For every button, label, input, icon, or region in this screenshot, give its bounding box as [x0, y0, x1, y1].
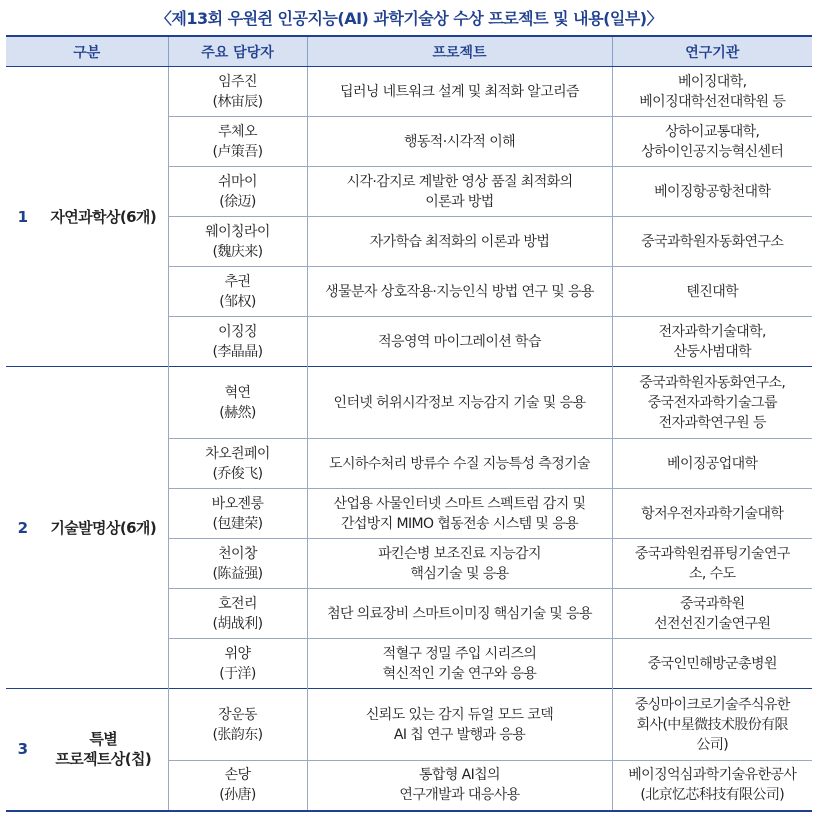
project-cell — [307, 539, 612, 589]
person-line: (张韵东) — [212, 726, 263, 743]
person-line: 웨이칭라이 — [205, 223, 270, 240]
institution-line: 회사(中星微技术股份有限 — [636, 716, 788, 733]
project-line: 자가학습 최적화의 이론과 방법 — [369, 233, 550, 250]
institution-line: 중국과학원자동화연구소 — [641, 233, 784, 250]
institution-cell — [612, 167, 812, 217]
person-line: (陈益强) — [212, 565, 263, 582]
institution-cell — [612, 439, 812, 489]
institution-cell — [612, 267, 812, 317]
person-line: 장운동 — [218, 706, 257, 723]
project-line: 핵심기술 및 응용 — [410, 565, 509, 582]
group-number: 1 — [6, 67, 39, 367]
table-body — [6, 67, 812, 811]
person-cell — [168, 539, 307, 589]
institution-cell — [612, 639, 812, 689]
person-line: (林宙辰) — [212, 93, 263, 110]
project-line: 산업용 사물인터넷 스마트 스펙트럼 감지 및 — [333, 495, 586, 512]
header-category: 구분 — [6, 36, 168, 67]
institution-cell — [612, 67, 812, 117]
institution-line: 전자과학기술대학, — [658, 323, 766, 340]
header-person: 주요 담당자 — [168, 36, 307, 67]
person-line: 임주진 — [218, 73, 257, 90]
project-cell — [307, 589, 612, 639]
institution-line: 중국인민해방군총병원 — [647, 655, 777, 672]
person-cell — [168, 317, 307, 367]
project-line: 생물분자 상호작용·지능인식 방법 연구 및 응용 — [325, 283, 594, 300]
header-project: 프로젝트 — [307, 36, 612, 67]
institution-line: 상하이교통대학, — [665, 123, 760, 140]
institution-line: 전자과학연구원 등 — [658, 414, 766, 431]
person-cell — [168, 367, 307, 439]
person-line: 이징징 — [218, 323, 257, 340]
project-line: 신뢰도 있는 감지 듀얼 모드 코덱 — [365, 706, 554, 723]
person-line: 혁연 — [224, 384, 251, 401]
project-line: 간섭방지 MIMO 협동전송 시스템 및 응용 — [340, 515, 579, 532]
project-line: 통합형 AI칩의 — [419, 767, 500, 784]
project-cell — [307, 317, 612, 367]
person-line: 위양 — [224, 645, 251, 662]
table-row — [6, 67, 812, 117]
header-institution: 연구기관 — [612, 36, 812, 67]
institution-line: 중국과학원컴퓨팅기술연구 — [634, 545, 790, 562]
project-line: 첨단 의료장비 스마트이미징 핵심기술 및 응용 — [327, 605, 592, 622]
person-line: 바오젠룽 — [211, 495, 264, 512]
person-line: 천이창 — [218, 545, 257, 562]
project-line: 이론과 방법 — [425, 193, 494, 210]
project-line: 시각·감지로 계발한 영상 품질 최적화의 — [346, 173, 573, 190]
group-category — [39, 689, 168, 811]
institution-line: 중국과학원자동화연구소, — [639, 374, 786, 391]
institution-cell — [612, 367, 812, 439]
group-number: 2 — [6, 367, 39, 689]
person-cell — [168, 589, 307, 639]
institution-line: 산둥사범대학 — [673, 343, 752, 360]
person-cell — [168, 489, 307, 539]
project-cell — [307, 639, 612, 689]
project-cell — [307, 67, 612, 117]
institution-line: 항저우전자과학기술대학 — [641, 505, 784, 522]
person-cell — [168, 639, 307, 689]
person-line: (徐迈) — [219, 193, 256, 210]
project-line: 파킨슨병 보조진료 지능감지 — [378, 545, 541, 562]
person-line: (卢策吾) — [212, 143, 263, 160]
institution-line: 중싱마이크로기술주식유한 — [634, 696, 790, 713]
group-number: 3 — [6, 689, 39, 811]
table-row — [6, 689, 812, 761]
person-line: (赫然) — [219, 404, 256, 421]
person-line: 루체오 — [218, 123, 257, 140]
institution-cell — [612, 689, 812, 761]
project-cell — [307, 167, 612, 217]
person-line: 차오쥔페이 — [205, 445, 270, 462]
person-cell — [168, 167, 307, 217]
institution-line: 베이징공업대학 — [667, 455, 758, 472]
person-line: (邹权) — [219, 293, 256, 310]
project-line: 딥러닝 네트워크 설계 및 최적화 알고리즘 — [340, 83, 579, 100]
project-line: 연구개발과 대응사용 — [399, 787, 520, 804]
institution-cell — [612, 761, 812, 811]
person-line: (包建荣) — [212, 515, 263, 532]
institution-cell — [612, 489, 812, 539]
person-cell — [168, 217, 307, 267]
institution-cell — [612, 217, 812, 267]
group-category — [39, 67, 168, 367]
institution-cell — [612, 589, 812, 639]
project-line: 적혈구 정밀 주입 시리즈의 — [382, 645, 537, 662]
table-title: 〈제13회 우원쥔 인공지능(AI) 과학기술상 수상 프로젝트 및 내용(일부)〉 — [155, 8, 663, 28]
person-cell — [168, 267, 307, 317]
person-cell — [168, 439, 307, 489]
person-line: 추권 — [224, 273, 251, 290]
project-line: 행동적·시각적 이해 — [403, 133, 516, 150]
person-line: 호전리 — [218, 595, 257, 612]
project-cell — [307, 761, 612, 811]
project-cell — [307, 217, 612, 267]
institution-line: 베이징항공항천대학 — [654, 183, 771, 200]
project-line: 혁신적인 기술 연구와 응용 — [382, 665, 537, 682]
institution-line: 상하이인공지능혁신센터 — [641, 143, 784, 160]
award-table — [6, 35, 812, 812]
person-line: (李晶晶) — [212, 343, 263, 360]
person-line: (于洋) — [219, 665, 256, 682]
institution-line: 선전선진기술연구원 — [654, 615, 771, 632]
header-row — [6, 36, 812, 67]
category-line: 프로젝트상(칩) — [55, 750, 152, 769]
person-line: 손당 — [224, 767, 251, 784]
institution-line: (北京忆芯科技有限公司) — [640, 787, 785, 804]
institution-line: 중국과학원 — [679, 595, 745, 612]
institution-cell — [612, 117, 812, 167]
table-row — [6, 367, 812, 439]
project-line: 적응영역 마이그레이션 학습 — [378, 333, 541, 350]
project-cell — [307, 267, 612, 317]
person-cell — [168, 67, 307, 117]
institution-line: 베이징대학선전대학원 등 — [639, 93, 786, 110]
person-cell — [168, 689, 307, 761]
person-line: 쉬마이 — [218, 173, 257, 190]
person-line: (孙唐) — [219, 787, 256, 804]
person-line: (胡战利) — [212, 615, 263, 632]
institution-line: 公司) — [696, 736, 729, 753]
category-line: 기술발명상(6개) — [50, 518, 157, 537]
project-cell — [307, 367, 612, 439]
project-cell — [307, 689, 612, 761]
person-line: (魏庆来) — [212, 243, 263, 260]
person-line: (乔俊飞) — [212, 465, 263, 482]
category-line: 자연과학상(6개) — [50, 207, 157, 226]
project-cell — [307, 117, 612, 167]
institution-cell — [612, 539, 812, 589]
institution-line: 톈진대학 — [686, 283, 739, 300]
group-category — [39, 367, 168, 689]
category-line: 특별 — [89, 730, 118, 749]
project-line: 도시하수처리 방류수 수질 지능특성 측정기술 — [329, 455, 590, 472]
institution-line: 베이징대학, — [678, 73, 747, 90]
person-cell — [168, 761, 307, 811]
institution-line: 중국전자과학기술그룹 — [647, 394, 777, 411]
institution-cell — [612, 317, 812, 367]
project-cell — [307, 489, 612, 539]
project-cell — [307, 439, 612, 489]
institution-line: 소, 수도 — [689, 565, 736, 582]
project-line: 인터넷 허위시각정보 지능감지 기술 및 응용 — [333, 394, 586, 411]
project-line: AI 칩 연구 발행과 응용 — [393, 726, 526, 743]
person-cell — [168, 117, 307, 167]
institution-line: 베이징억심과학기술유한공사 — [628, 767, 797, 784]
